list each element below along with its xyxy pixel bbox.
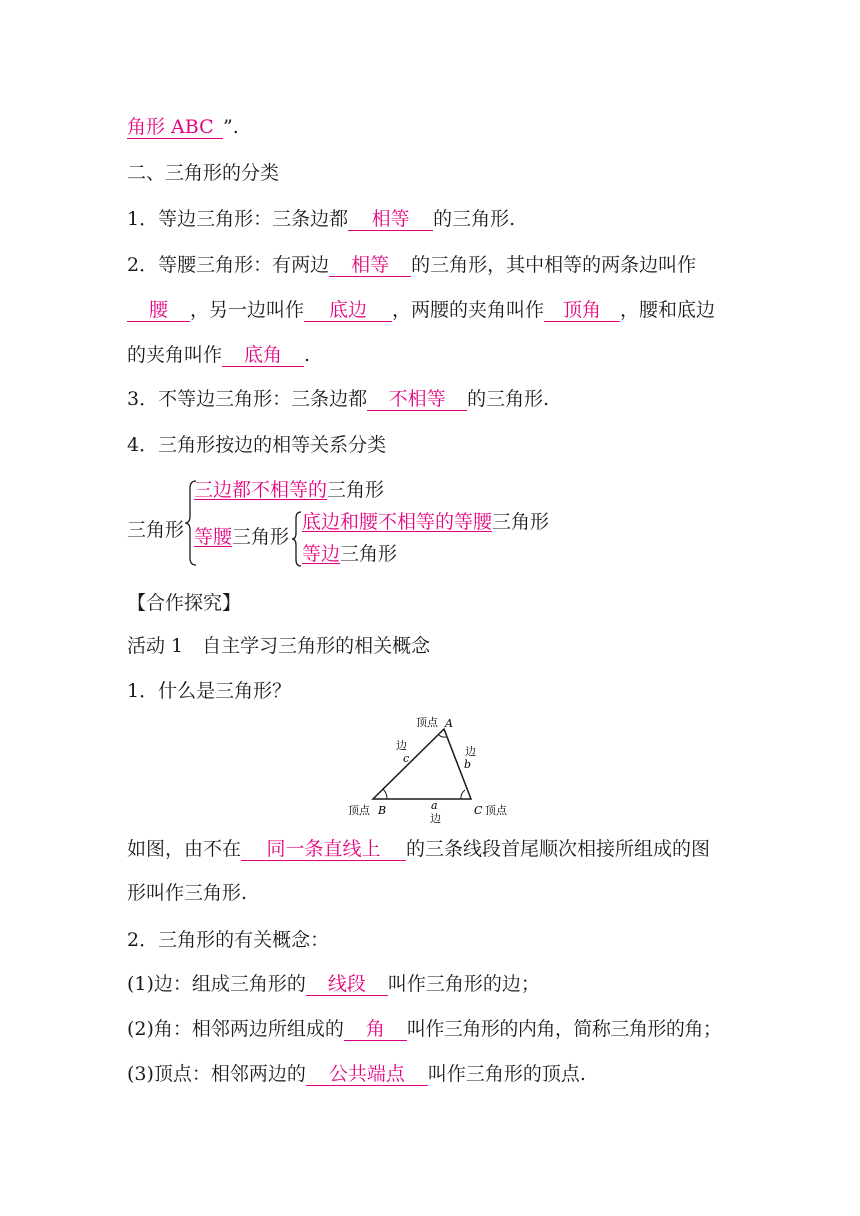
angle-arc-b [383,789,387,799]
concept-vertex: (3)顶点：相邻两边的 公共端点 叫作三角形的顶点. [127,1063,586,1085]
text: ”. [223,116,239,138]
branch-isosceles: 等腰三角形 [194,526,290,548]
side-b-char: 边 [465,745,476,758]
answer-blank: 顶角 [544,299,620,322]
item-classification-title: 4．三角形按边的相等关系分类 [127,434,387,456]
triangle-figure [340,712,540,824]
answer-blank: 腰 [127,299,190,322]
item-equilateral: 1．等边三角形：三条边都 相等 的三角形. [127,208,516,230]
answer-blank: 相等 [348,208,433,231]
definition-line2: 形叫作三角形. [127,882,248,904]
activity-heading: 活动 1 自主学习三角形的相关概念 [127,635,431,657]
side-c-char: 边 [396,739,407,752]
branch-isosceles-non-equilateral: 底边和腰不相等的等腰三角形 [302,511,550,533]
side-c: c [403,752,410,765]
section-heading: 二、三角形的分类 [127,162,280,184]
question-1: 1．什么是三角形？ [127,680,292,702]
answer-blank: 底角 [222,344,304,367]
vertex-b: B [378,804,387,817]
vertex-a: A [445,717,453,730]
vertex-a-label: 顶点 [416,716,438,729]
item-scalene: 3．不等边三角形：三条边都 不相等 的三角形. [127,388,550,410]
branch-equilateral: 等边三角形 [302,543,398,565]
definition-line1: 如图，由不在 同一条直线上 的三条线段首尾顺次相接所组成的图 [127,838,711,860]
side-b: b [464,758,472,771]
answer-blank: 相等 [329,254,411,277]
item-isosceles-line2: 腰 ，另一边叫作 底边 ，两腰的夹角叫作 顶角 ，腰和底边 [127,297,715,323]
angle-arc-c [461,790,465,799]
vertex-c-label: 顶点 [485,804,507,817]
answer-blank: 角 [344,1018,407,1041]
answer-blank: 不相等 [367,388,467,411]
coop-heading: 【合作探究】 [127,592,242,614]
top-line [127,114,239,140]
answer-blank: 线段 [306,973,388,996]
vertex-c: C [474,804,483,817]
side-a: a [431,799,438,812]
vertex-b-label: 顶点 [348,804,370,817]
item-isosceles: 2．等腰三角形：有两边 相等 的三角形，其中相等的两条边叫作 [127,254,697,276]
classification-root: 三角形 [127,519,185,541]
answer-blank: 角形 ABC [127,116,223,139]
item-isosceles-line3: 的夹角叫作 底角 . [127,344,311,366]
concept-angle: (2)角：相邻两边所组成的 角 叫作三角形的内角，简称三角形的角； [127,1018,722,1040]
side-a-char: 边 [430,812,441,824]
concept-side: (1)边：组成三角形的 线段 叫作三角形的边； [127,973,540,995]
answer-blank: 底边 [304,299,392,322]
triangle [373,729,471,799]
answer-blank: 公共端点 [306,1063,428,1086]
question-2: 2．三角形的有关概念： [127,929,330,951]
branch-scalene: 三边都不相等的三角形 [194,479,385,501]
answer-blank: 同一条直线上 [241,838,406,861]
angle-arc-a [439,735,446,737]
